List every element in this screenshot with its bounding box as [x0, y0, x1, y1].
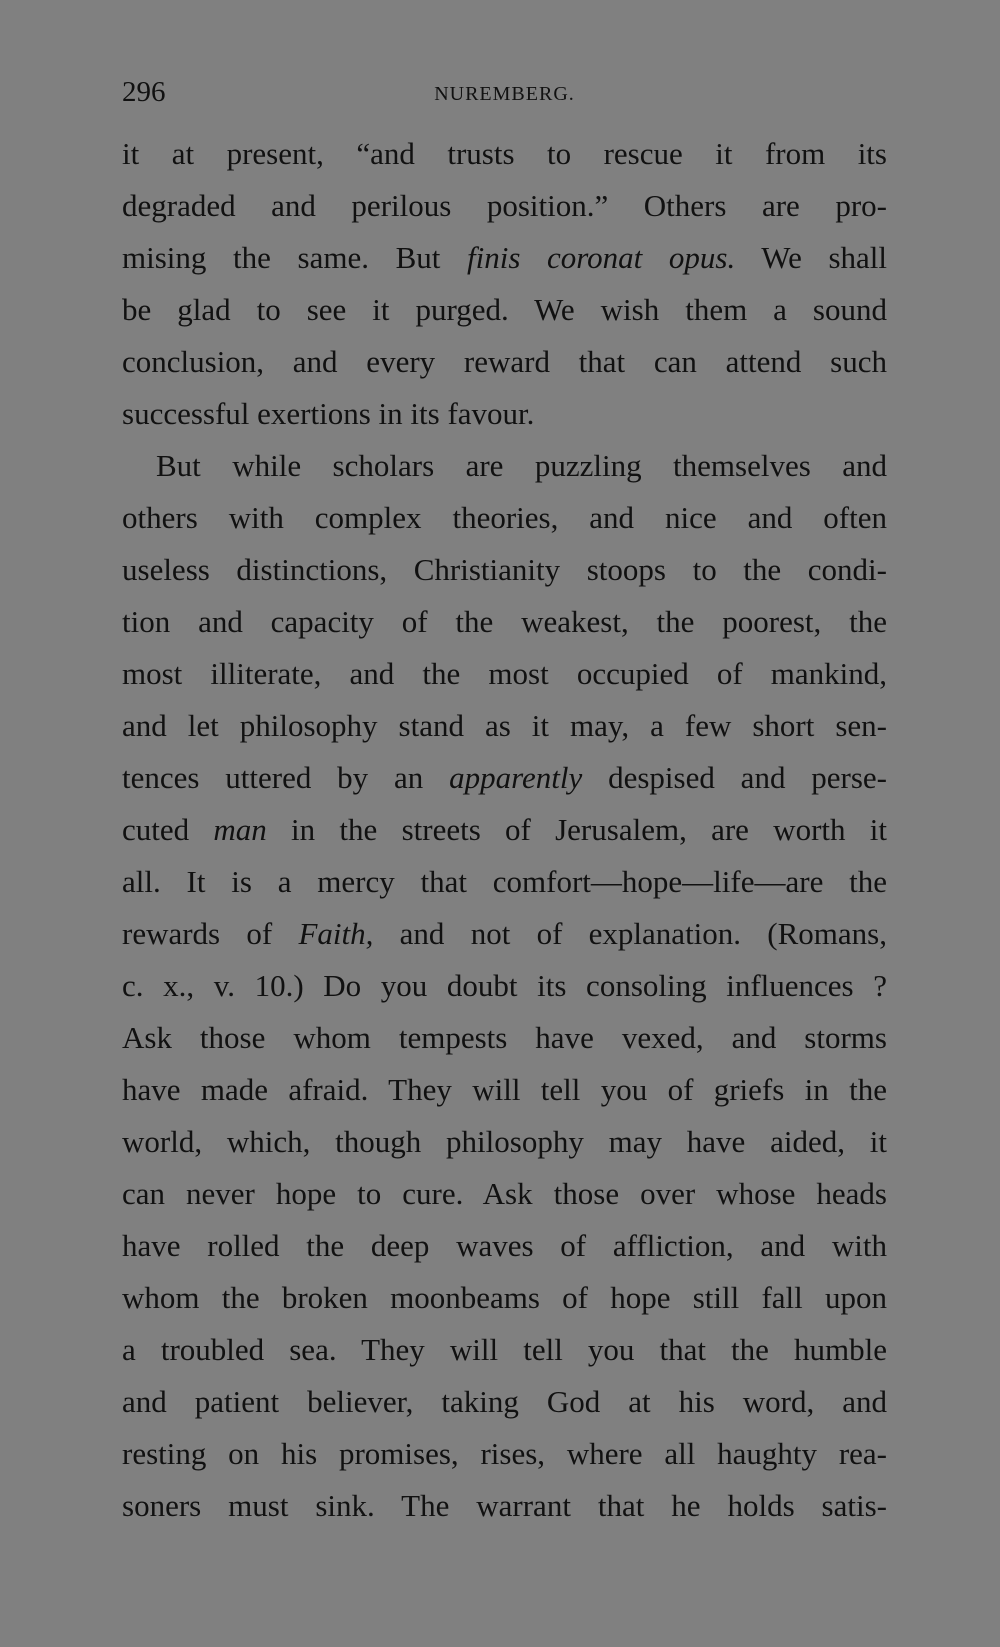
- text-line: rewards of Faith, and not of explanation. (Romans,: [122, 916, 887, 951]
- text-line: soners must sink. The warrant that he holds satis-: [122, 1488, 887, 1523]
- text-line: resting on his promises, rises, where all haughty rea-: [122, 1436, 887, 1471]
- running-title: NUREMBERG.: [434, 83, 575, 105]
- text-line: world, which, though philosophy may have aided, it: [122, 1124, 887, 1159]
- text-line: successful exertions in its favour.: [122, 396, 535, 431]
- text-line: and patient believer, taking God at his word, and: [122, 1384, 887, 1419]
- text-line: tences uttered by an apparently despised and perse-: [122, 760, 887, 795]
- text-line: But while scholars are puzzling themselves and: [156, 448, 887, 483]
- text-line: it at present, “and trusts to rescue it from its: [122, 136, 887, 171]
- text-line: useless distinctions, Christianity stoops to the condi-: [122, 552, 887, 587]
- text-line: Ask those whom tempests have vexed, and storms: [122, 1020, 887, 1055]
- running-head: [122, 72, 887, 112]
- text-line: tion and capacity of the weakest, the poorest, the: [122, 604, 887, 639]
- body-text: [122, 128, 887, 1532]
- text-line: conclusion, and every reward that can attend such: [122, 344, 887, 379]
- text-line: have made afraid. They will tell you of griefs in the: [122, 1072, 887, 1107]
- page-number: 296: [122, 76, 166, 108]
- text-line: all. It is a mercy that comfort—hope—life—are the: [122, 864, 887, 899]
- text-line: have rolled the deep waves of affliction, and with: [122, 1228, 887, 1263]
- text-line: c. x., v. 10.) Do you doubt its consoling influences ?: [122, 968, 887, 1003]
- text-line: and let philosophy stand as it may, a few short sen-: [122, 708, 887, 743]
- text-line: mising the same. But finis coronat opus. We shall: [122, 240, 887, 275]
- text-line: cuted man in the streets of Jerusalem, are worth it: [122, 812, 887, 847]
- text-line: whom the broken moonbeams of hope still fall upon: [122, 1280, 887, 1315]
- text-line: degraded and perilous position.” Others are pro-: [122, 188, 887, 223]
- text-line: most illiterate, and the most occupied of mankind,: [122, 656, 887, 691]
- text-line: others with complex theories, and nice and often: [122, 500, 887, 535]
- text-line: be glad to see it purged. We wish them a sound: [122, 292, 887, 327]
- text-line: can never hope to cure. Ask those over whose heads: [122, 1176, 887, 1211]
- text-line: a troubled sea. They will tell you that the humble: [122, 1332, 887, 1367]
